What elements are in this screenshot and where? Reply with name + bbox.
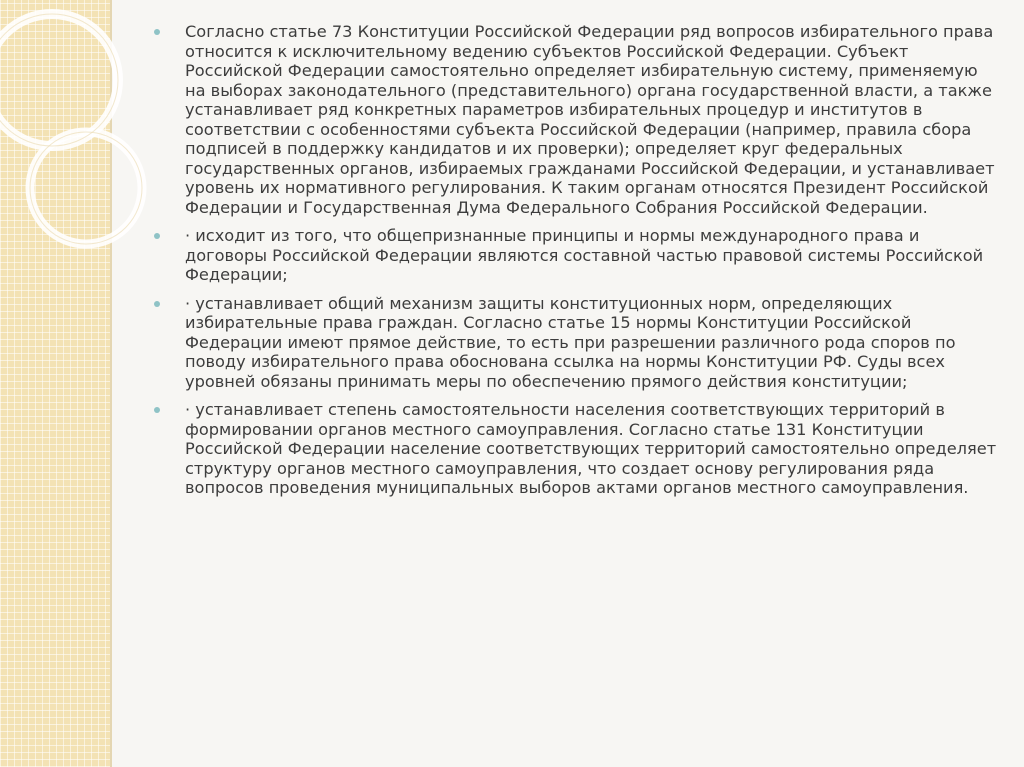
bullet-item-4	[152, 400, 997, 498]
bullet-text: · исходит из того, что общепризнанные принципы и нормы международного права и договоры Российской Федерации являются составной частью правовой системы Российской Федерации;	[185, 226, 984, 284]
bullet-item-1	[152, 22, 997, 217]
bullet-item-2	[152, 226, 997, 285]
decor-circle-large	[0, 14, 118, 146]
slide-content	[152, 22, 997, 507]
decor-circle-small	[30, 132, 142, 244]
bullet-icon	[154, 301, 160, 307]
bullet-text: · устанавливает общий механизм защиты конституционных норм, определяющих избирательные права граждан. Согласно статье 15 нормы Конституции Российской Федерации имеют прямое действие, то есть при разрешении различного рода споров по поводу избирательного права обоснована ссылка на нормы Конституции РФ. Суды всех уровней обязаны принимать меры по обеспечению прямого действия конституции;	[185, 293, 956, 391]
bullet-icon	[154, 233, 160, 239]
bullet-list	[152, 22, 997, 498]
bullet-item-3	[152, 294, 997, 392]
bullet-text: · устанавливает степень самостоятельности населения соответствующих территорий в формировании органов местного самоуправления. Согласно статье 131 Конституции Российской Федерации население соответствующих территорий самостоятельно определяет структуру органов местного самоуправления, что создает основу регулирования ряда вопросов проведения муниципальных выборов актами органов местного самоуправления.	[185, 400, 997, 497]
bullet-icon	[154, 407, 160, 413]
bullet-text: Согласно статье 73 Конституции Российской Федерации ряд вопросов избирательного права относится к исключительному ведению субъектов Российской Федерации. Субъект Российской Федерации самостоятельно определяет избирательную систему, применяемую на выборах законодательного (представительного) органа государственной власти, а также устанавливает ряд конкретных параметров избирательных процедур и институтов в соответствии с особенностями субъекта Российской Федерации (например, правила сбора подписей в поддержку кандидатов и их проверки); определяет круг федеральных государственных органов, избираемых гражданами Российской Федерации, и устанавливает уровень их нормативного регулирования. К таким органам относятся Президент Российской Федерации и Государственная Дума Федерального Собрания Российской Федерации.	[185, 22, 995, 217]
bullet-icon	[154, 29, 160, 35]
